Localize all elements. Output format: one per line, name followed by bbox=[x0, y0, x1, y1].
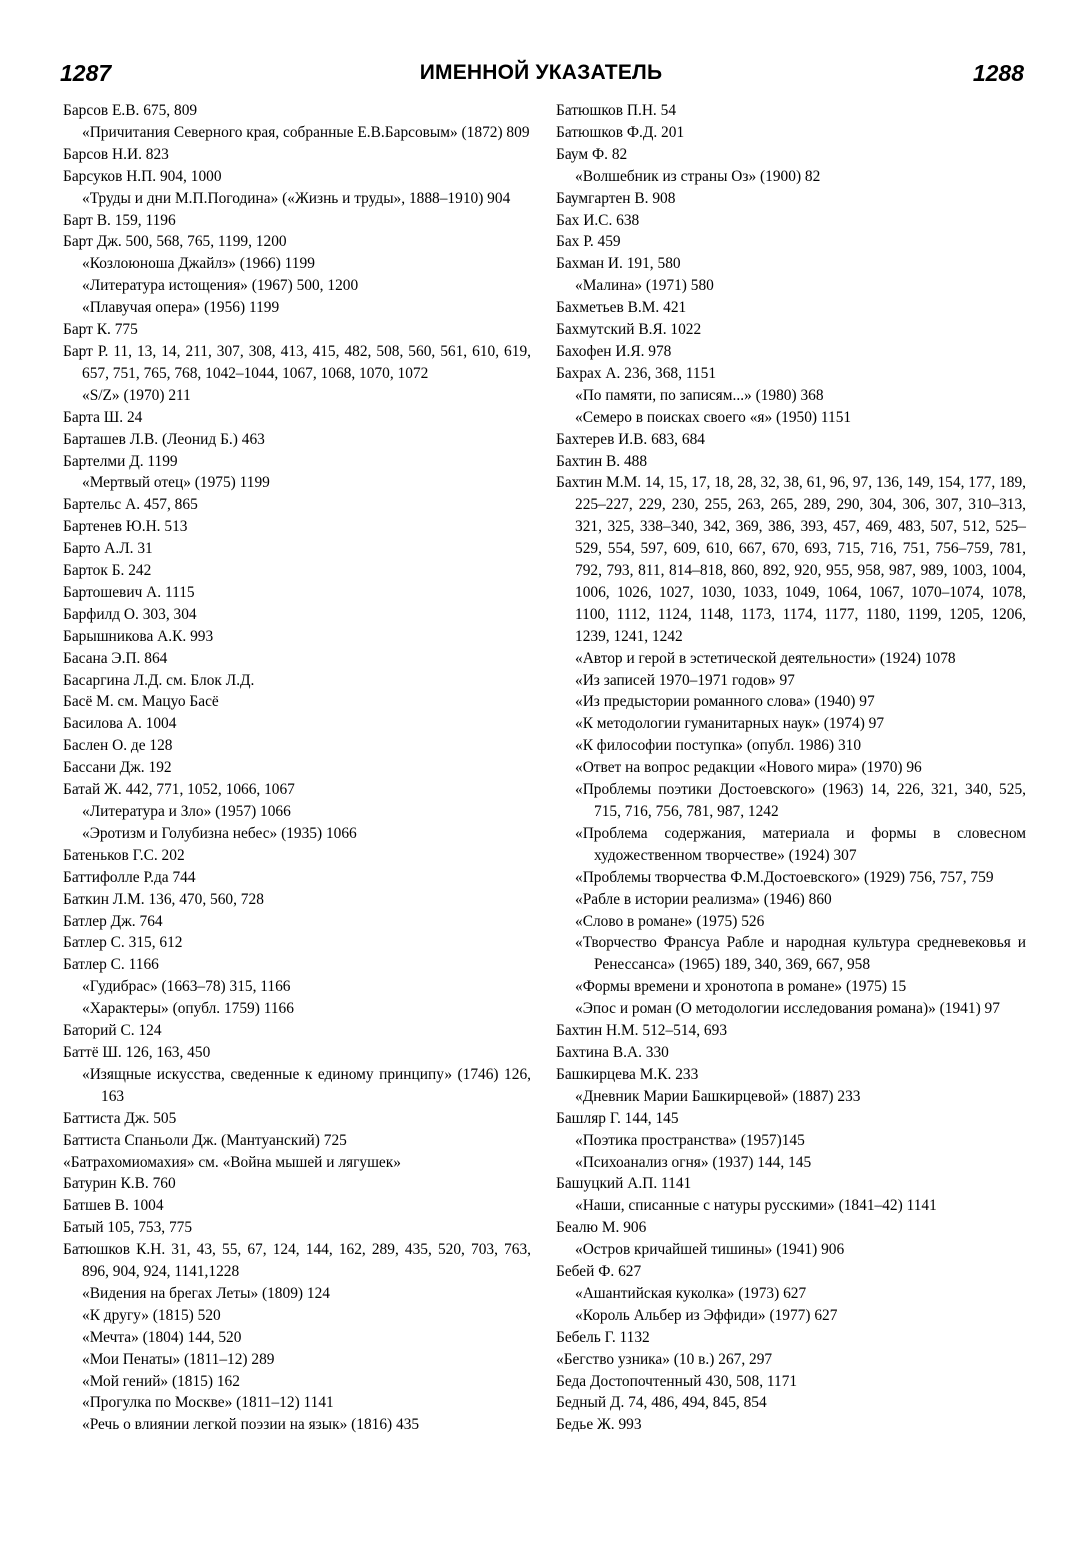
index-subentry: «Литература истощения» (1967) 500, 1200 bbox=[82, 277, 359, 295]
index-subentry: «Гудибрас» (1663–78) 315, 1166 bbox=[82, 978, 291, 996]
index-entry: Баслен О. де 128 bbox=[63, 737, 173, 755]
page-header bbox=[0, 58, 1082, 92]
index-entry: Барсуков Н.П. 904, 1000 bbox=[63, 167, 222, 185]
index-entry: Баткин Л.М. 136, 470, 560, 728 bbox=[63, 890, 264, 908]
index-entry: Баттифолле Р.да 744 bbox=[63, 868, 196, 886]
index-subentry: «Дневник Марии Башкирцевой» (1887) 233 bbox=[575, 1087, 861, 1105]
index-entry: Баттиста Дж. 505 bbox=[63, 1109, 177, 1127]
index-entry: Бедье Ж. 993 bbox=[556, 1416, 642, 1434]
index-subentry: «Из предыстории романного слова» (1940) 97 bbox=[575, 693, 875, 711]
index-entry: Бахметьев В.М. 421 bbox=[556, 299, 687, 317]
index-subentry: «Ответ на вопрос редакции «Нового мира» (1970) 96 bbox=[575, 759, 922, 777]
index-subentry: «По памяти, по записям...» (1980) 368 bbox=[575, 386, 824, 404]
index-subentry: «К другу» (1815) 520 bbox=[82, 1306, 221, 1324]
index-entry: Бахтин М.М. 14, 15, 17, 18, 28, 32, 38, 61, 96, 97, 136, 149, 154, 177, 189, 225–227, 229, 230, 255, 263, 265, 289, 290, 304, 306, 307, 310–313, 321, 325, 338–340, 342, 369, 386, 393, 457, 469, 483, 507, 512, 525–529, 554, 597, 609, 610, 667, 670, 693, 715, 716, 751, 756–759, 781, 792, 793, 811, 814–818, 860, 892, 920, 955, 958, 987, 989, 1003, 1004, 1006, 1026, 1027, 1030, 1033, 1049, 1064, 1067, 1070–1074, 1078, 1100, 1112, 1124, 1148, 1173, 1174, 1177, 1180, 1199, 1205, 1206, 1239, 1241, 1242 bbox=[556, 474, 1026, 645]
index-entry: Баттиста Спаньоли Дж. (Мантуанский) 725 bbox=[63, 1131, 347, 1149]
index-subentry: «Психоанализ огня» (1937) 144, 145 bbox=[575, 1153, 812, 1171]
index-entry: Барт Р. 11, 13, 14, 211, 307, 308, 413, 415, 482, 508, 560, 561, 610, 619, 657, 751, 765, 768, 1042–1044, 1067, 1068, 1070, 1072 bbox=[63, 342, 531, 382]
index-subentry: «Мечта» (1804) 144, 520 bbox=[82, 1328, 242, 1346]
left-index-column bbox=[63, 100, 531, 1436]
index-subentry: «Из записей 1970–1971 годов» 97 bbox=[575, 671, 795, 689]
index-subentry: «Труды и дни М.П.Погодина» («Жизнь и труды», 1888–1910) 904 bbox=[82, 189, 511, 207]
index-entry: Барфилд О. 303, 304 bbox=[63, 605, 197, 623]
index-entry: Басё М. см. Мацуо Басё bbox=[63, 693, 219, 711]
index-subentry: «Поэтика пространства» (1957)145 bbox=[575, 1131, 805, 1149]
index-subentry: «Формы времени и хронотопа в романе» (1975) 15 bbox=[575, 978, 907, 996]
right-index-column bbox=[556, 100, 1026, 1436]
index-entry: Бахофен И.Я. 978 bbox=[556, 342, 672, 360]
index-subentry: «Литература и Зло» (1957) 1066 bbox=[82, 803, 291, 820]
index-entry: Бах Р. 459 bbox=[556, 233, 621, 251]
index-subentry: «Эпос и роман (О методологии исследования романа)» (1941) 97 bbox=[575, 1000, 1000, 1018]
index-entry: Бахман И. 191, 580 bbox=[556, 255, 681, 273]
index-entry: Барышникова А.К. 993 bbox=[63, 627, 214, 645]
index-entry: Баумгартен В. 908 bbox=[556, 189, 676, 207]
index-subentry: «Козлоюноша Джайлз» (1966) 1199 bbox=[82, 255, 315, 273]
index-subentry: «Творчество Франсуа Рабле и народная культура средневековья и Ренессанса» (1965) 189, 340, 369, 667, 958 bbox=[575, 934, 1026, 974]
index-subentry: «Автор и герой в эстетической деятельности» (1924) 1078 bbox=[575, 649, 956, 667]
index-entry: Барт К. 775 bbox=[63, 321, 138, 339]
index-entry: Барсов Е.В. 675, 809 bbox=[63, 102, 198, 119]
index-entry: Батай Ж. 442, 771, 1052, 1066, 1067 bbox=[63, 781, 295, 799]
index-subentry: «Проблема содержания, материала и формы в словесном художественном творчестве» (1924) 307 bbox=[575, 824, 1026, 864]
index-entry: Башуцкий А.П. 1141 bbox=[556, 1175, 692, 1193]
index-entry: Батюшков Ф.Д. 201 bbox=[556, 123, 685, 141]
index-subentry: «Мертвый отец» (1975) 1199 bbox=[82, 474, 270, 492]
index-entry: Бебей Ф. 627 bbox=[556, 1263, 642, 1281]
index-entry: Бартельс А. 457, 865 bbox=[63, 496, 198, 514]
index-entry: Бахтерев И.В. 683, 684 bbox=[556, 430, 705, 448]
index-subentry: «Остров кричайшей тишины» (1941) 906 bbox=[575, 1241, 845, 1259]
index-subentry: «Семеро в поисках своего «я» (1950) 1151 bbox=[575, 408, 852, 426]
index-entry: Барта Ш. 24 bbox=[63, 408, 143, 426]
index-entry: Батлер С. 315, 612 bbox=[63, 934, 183, 952]
index-subentry: «Прогулка по Москве» (1811–12) 1141 bbox=[82, 1394, 334, 1412]
index-subentry: «Причитания Северного края, собранные Е.В.Барсовым» (1872) 809 bbox=[82, 123, 530, 141]
index-entry: Бахтина В.А. 330 bbox=[556, 1043, 669, 1061]
index-subentry: «S/Z» (1970) 211 bbox=[82, 386, 191, 404]
index-entry: Бассани Дж. 192 bbox=[63, 759, 172, 777]
index-entry: «Батрахомиомахия» см. «Война мышей и лягушек» bbox=[63, 1153, 401, 1171]
index-subentry: «Ашантийская куколка» (1973) 627 bbox=[575, 1284, 807, 1302]
index-entry: Батурин К.В. 760 bbox=[63, 1175, 176, 1193]
index-entry: Бахмутский В.Я. 1022 bbox=[556, 321, 702, 339]
index-entry: Бартошевич А. 1115 bbox=[63, 583, 195, 601]
index-entry: Беалю М. 906 bbox=[556, 1219, 647, 1237]
index-entry: Бартелми Д. 1199 bbox=[63, 452, 178, 470]
index-subentry: «Наши, списанные с натуры русскими» (1841–42) 1141 bbox=[575, 1197, 937, 1215]
index-entry: Барток Б. 242 bbox=[63, 562, 152, 580]
index-subentry: «Проблемы творчества Ф.М.Достоевского» (1929) 756, 757, 759 bbox=[575, 868, 994, 886]
index-entry: Батшев В. 1004 bbox=[63, 1197, 164, 1215]
index-subentry: «Мои Пенаты» (1811–12) 289 bbox=[82, 1350, 275, 1368]
index-subentry: «Речь о влиянии легкой поэзии на язык» (1816) 435 bbox=[82, 1416, 420, 1434]
index-entry: Барт В. 159, 1196 bbox=[63, 211, 176, 229]
index-entry: Барто А.Л. 31 bbox=[63, 540, 153, 558]
index-entry: Бах И.С. 638 bbox=[556, 211, 640, 229]
index-entry: Барташев Л.В. (Леонид Б.) 463 bbox=[63, 430, 265, 448]
index-entry: Басилова А. 1004 bbox=[63, 715, 177, 733]
index-entry: Батеньков Г.С. 202 bbox=[63, 846, 185, 864]
index-entry: Басаргина Л.Д. см. Блок Л.Д. bbox=[63, 671, 255, 689]
index-subentry: «Слово в романе» (1975) 526 bbox=[575, 912, 765, 930]
index-entry: Бахрах А. 236, 368, 1151 bbox=[556, 364, 717, 382]
index-entry: Башкирцева М.К. 233 bbox=[556, 1065, 699, 1083]
index-entry: Бартенев Ю.Н. 513 bbox=[63, 518, 188, 536]
index-subentry: «Видения на брегах Леты» (1809) 124 bbox=[82, 1284, 330, 1302]
index-subentry: «Изящные искусства, сведенные к единому принципу» (1746) 126, 163 bbox=[82, 1065, 531, 1105]
right-page-number: 1288 bbox=[972, 60, 1024, 86]
index-subentry: «К философии поступка» (опубл. 1986) 310 bbox=[575, 737, 862, 755]
index-entry: «Бегство узника» (10 в.) 267, 297 bbox=[556, 1350, 773, 1368]
index-entry: Батлер Дж. 764 bbox=[63, 912, 163, 930]
index-subentry: «Волшебник из страны Оз» (1900) 82 bbox=[575, 167, 821, 185]
left-page-number: 1287 bbox=[60, 60, 112, 86]
index-subentry: «Проблемы поэтики Достоевского» (1963) 14, 226, 321, 340, 525, 715, 716, 756, 781, 987, 1242 bbox=[575, 781, 1026, 820]
index-entry: Бебель Г. 1132 bbox=[556, 1328, 650, 1346]
index-subentry: «Король Альбер из Эффиди» (1977) 627 bbox=[575, 1306, 838, 1324]
index-entry: Батлер С. 1166 bbox=[63, 956, 159, 974]
page-title: ИМЕННОЙ УКАЗАТЕЛЬ bbox=[419, 61, 663, 84]
index-entry: Батый 105, 753, 775 bbox=[63, 1219, 193, 1237]
index-entry: Баторий С. 124 bbox=[63, 1022, 162, 1040]
index-entry: Бахтин Н.М. 512–514, 693 bbox=[556, 1022, 728, 1040]
index-entry: Баттё Ш. 126, 163, 450 bbox=[63, 1043, 211, 1061]
index-entry: Барсов Н.И. 823 bbox=[63, 145, 169, 163]
index-entry: Батюшков К.Н. 31, 43, 55, 67, 124, 144, 162, 289, 435, 520, 703, 763, 896, 904, 924, 1141,1228 bbox=[63, 1241, 531, 1281]
index-entry: Басана Э.П. 864 bbox=[63, 649, 168, 667]
index-entry: Беда Достопочтенный 430, 508, 1171 bbox=[556, 1372, 798, 1390]
index-subentry: «Мой гений» (1815) 162 bbox=[82, 1372, 240, 1390]
index-subentry: «Эротизм и Голубизна небес» (1935) 1066 bbox=[82, 824, 357, 842]
index-entry: Баум Ф. 82 bbox=[556, 145, 628, 163]
index-subentry: «Малина» (1971) 580 bbox=[575, 277, 714, 295]
index-subentry: «К методологии гуманитарных наук» (1974) 97 bbox=[575, 715, 885, 733]
index-entry: Бахтин В. 488 bbox=[556, 452, 648, 470]
index-entry: Барт Дж. 500, 568, 765, 1199, 1200 bbox=[63, 233, 287, 251]
index-subentry: «Рабле в истории реализма» (1946) 860 bbox=[575, 890, 832, 908]
index-entry: Бедный Д. 74, 486, 494, 845, 854 bbox=[556, 1394, 767, 1412]
index-subentry: «Характеры» (опубл. 1759) 1166 bbox=[82, 1000, 294, 1018]
index-entry: Батюшков П.Н. 54 bbox=[556, 102, 677, 119]
index-subentry: «Плавучая опера» (1956) 1199 bbox=[82, 299, 280, 317]
index-entry: Башляр Г. 144, 145 bbox=[556, 1109, 679, 1127]
